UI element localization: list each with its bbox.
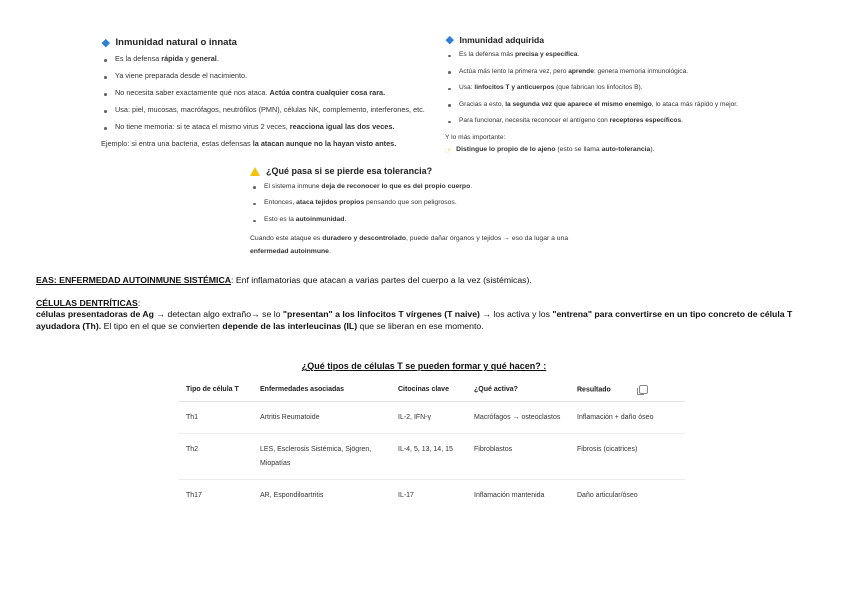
blue-diamond-icon	[446, 36, 454, 44]
table-cell: AR, Espondiloartritis	[260, 491, 324, 499]
list-item: No necesita saber exactamente qué nos ataca. Actúa contra cualquier cosa rara.	[101, 89, 451, 98]
list-item: Usa: linfocitos T y anticuerpos (que fabrican los linfocitos B).	[445, 84, 805, 92]
table-cell: Fibrosis (cicatrices)	[569, 434, 685, 480]
eas-text: : Enf inflamatorias que atacan a varias partes del cuerpo a la vez (sistémicas).	[231, 275, 532, 285]
list-item: Es la defensa más precisa y específica.	[445, 51, 805, 59]
tolerance-heading: ¿Qué pasa si se pierde esa tolerancia?	[250, 166, 630, 177]
table-cell: Th2	[178, 434, 252, 480]
t-cell-types-table	[178, 378, 685, 511]
list-item: Ya viene preparada desde el nacimiento.	[101, 72, 451, 81]
list-item: Gracias a esto, la segunda vez que aparece el mismo enemigo, lo ataca más rápido y mejor.	[445, 101, 805, 109]
column-header: Citocinas clave	[390, 378, 466, 402]
innate-heading: Inmunidad natural o innata	[101, 37, 451, 48]
table-cell: Inflamación + daño óseo	[569, 402, 685, 434]
dendritic-text: células presentadoras de Ag → detectan algo extraño→ se lo "presentan" a los linfocitos T vírgenes (T naive) → los activa y los "entrena" para convertirse en un tipo concreto de célula T ayudadora (Th). El tipo en el que se convierten depende de las interleucinas (IL) que se liberan en ese momento.	[36, 309, 793, 331]
table-cell: Th17	[186, 491, 202, 499]
tolerance-panel	[250, 166, 630, 259]
table-cell: IL-2, IFN-γ	[390, 402, 466, 434]
column-header: Resultado	[569, 378, 685, 402]
table-cell: Inflamación mantenida	[474, 491, 545, 499]
table-cell: IL-4, 5, 13, 14, 15	[390, 434, 466, 480]
list-item: Esto es la autoinmunidad.	[250, 216, 630, 224]
adaptive-key-point: ☞ Distingue lo propio de lo ajeno (esto se llama auto-tolerancia).	[445, 145, 655, 155]
dendritic-cells-section: CÉLULAS DENTRÍTICAS: células presentadoras de Ag → detectan algo extraño→ se lo "presentan" a los linfocitos T vírgenes (T naive) → los activa y los "entrena" para convertirse en un tipo concreto de célula T ayudadora (Th). El tipo en el que se convierten depende de las interleucinas (IL) que se liberan en ese momento.	[36, 298, 793, 331]
list-item: No tiene memoria: si te ataca el mismo virus 2 veces, reacciona igual las dos veces.	[101, 123, 451, 132]
list-item: Es la defensa rápida y general.	[101, 55, 451, 64]
adaptive-immunity-panel	[445, 35, 805, 155]
column-header: ¿Qué activa?	[466, 378, 569, 402]
eas-definition	[36, 275, 836, 286]
adaptive-heading: Inmunidad adquirida	[445, 35, 805, 45]
adaptive-bullet-list	[445, 51, 805, 125]
tolerance-paragraph: Cuando este ataque es duradero y descontrolado, puede dañar órganos y tejidos → eso da lugar a una enfermedad autoinmune.	[250, 234, 569, 255]
table-cell: Th1	[178, 402, 252, 434]
copy-icon[interactable]	[639, 385, 648, 394]
list-item: Para funcionar, necesita reconocer el antígeno con receptores específicos.	[445, 117, 805, 125]
column-header: Enfermedades asociadas	[252, 378, 390, 402]
eas-title: EAS: ENFERMEDAD AUTOINMUNE SISTÉMICA	[36, 275, 231, 285]
dendritic-title: CÉLULAS DENTRÍTICAS	[36, 298, 138, 308]
pointing-hand-icon: ☞	[445, 145, 453, 155]
table-header-row	[178, 378, 685, 402]
list-item: Usa: piel, mucosas, macrófagos, neutrófilos (PMN), células NK, complemento, interferones, etc.	[101, 106, 451, 115]
adaptive-important-label: Y lo más importante:	[445, 133, 506, 141]
column-header: Tipo de célula T	[178, 378, 252, 402]
table-cell: LES, Esclerosis Sistémica, Sjögren, Miopatías	[252, 434, 390, 480]
table-cell: Artritis Reumatoide	[252, 402, 390, 434]
list-item: Actúa más lento la primera vez, pero aprende: genera memoria inmunológica.	[445, 68, 805, 76]
innate-example: Ejemplo: si entra una bacteria, estas defensas la atacan aunque no la hayan visto antes.	[101, 139, 397, 149]
tolerance-bullet-list	[250, 183, 630, 224]
table-cell: Daño articular/óseo	[577, 491, 638, 499]
table-row	[178, 402, 685, 434]
list-item: El sistema inmune deja de reconocer lo que es del propio cuerpo.	[250, 183, 630, 191]
blue-diamond-icon	[102, 39, 110, 47]
innate-bullet-list	[101, 55, 451, 132]
table-cell: Fibroblastos	[466, 434, 569, 480]
list-item: Entonces, ataca tejidos propios pensando que son peligrosos.	[250, 199, 630, 207]
table-title: ¿Qué tipos de células T se pueden formar y qué hacen? :	[301, 361, 547, 371]
table-cell: IL-17	[398, 491, 414, 499]
table-row	[178, 479, 685, 511]
warning-icon	[250, 167, 260, 176]
table-row	[178, 434, 685, 480]
table-cell: Macrófagos → osteoclastos	[466, 402, 569, 434]
innate-immunity-panel	[101, 37, 451, 149]
